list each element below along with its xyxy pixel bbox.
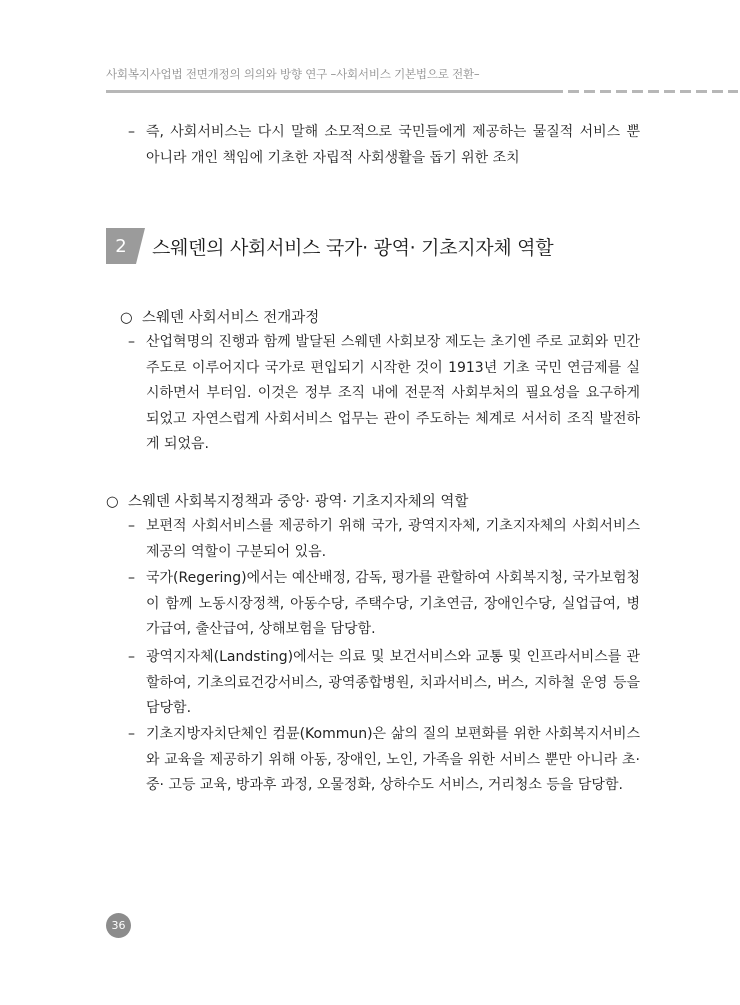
section-heading bbox=[106, 228, 626, 264]
list-item bbox=[128, 645, 640, 722]
header-dashed-rule bbox=[552, 90, 738, 93]
dash-marker: – bbox=[128, 518, 135, 534]
list-item bbox=[128, 330, 640, 458]
dash-marker: – bbox=[128, 334, 135, 350]
running-header: 사회복지사업법 전면개정의 의의와 방향 연구 –사회서비스 기본법으로 전환– bbox=[106, 67, 480, 81]
intro-text: 즉, 사회서비스는 다시 말해 소모적으로 국민들에게 제공하는 물질적 서비스 뿐 아니라 개인 책임에 기초한 자립적 사회생활을 돕기 위한 조치 bbox=[146, 124, 640, 166]
subsection-title: 스웨덴 사회서비스 전개과정 bbox=[142, 310, 320, 326]
subsection-heading bbox=[120, 306, 319, 327]
list-item bbox=[128, 722, 640, 799]
header-rule bbox=[106, 90, 552, 93]
list-item bbox=[128, 566, 640, 643]
dash-marker: – bbox=[128, 726, 135, 742]
list-item-text: 산업혁명의 진행과 함께 발달된 스웨덴 사회보장 제도는 초기엔 주로 교회와 민간 주도로 이루어지다 국가로 편입되기 시작한 것이 1913년 기초 국민 연금제를 실시하면서 부터임. 이것은 정부 조직 내에 전문적 사회부처의 필요성을 요구하게 되었고 자연스럽게 사회서비스 업무는 관이 주도하는 체계로 서서히 조직 발전하게 되었음. bbox=[146, 334, 640, 452]
list-item-text: 광역지자체(Landsting)에서는 의료 및 보건서비스와 교통 및 인프라서비스를 관할하여, 기초의료건강서비스, 광역종합병원, 치과서비스, 버스, 지하철 운영 등을 담당함. bbox=[146, 649, 640, 716]
intro-paragraph bbox=[128, 120, 640, 171]
circle-bullet-icon: ○ bbox=[120, 310, 133, 326]
circle-bullet-icon: ○ bbox=[106, 494, 119, 510]
list-item-text: 국가(Regering)에서는 예산배정, 감독, 평가를 관할하여 사회복지청, 국가보험청이 함께 노동시장정책, 아동수당, 주택수당, 기초연금, 장애인수당, 실업급여, 병가급여, 출산급여, 상해보험을 담당함. bbox=[146, 570, 640, 637]
subsection-title: 스웨덴 사회복지정책과 중앙· 광역· 기초지자체의 역할 bbox=[128, 494, 469, 510]
section-title: 스웨덴의 사회서비스 국가· 광역· 기초지자체 역할 bbox=[152, 237, 554, 259]
dash-marker: – bbox=[128, 570, 135, 586]
subsection-heading bbox=[106, 490, 468, 511]
section-number-wedge bbox=[136, 228, 145, 264]
list-item-text: 보편적 사회서비스를 제공하기 위해 국가, 광역지자체, 기초지자체의 사회서비스 제공의 역할이 구분되어 있음. bbox=[146, 518, 640, 560]
list-item-text: 기초지방자치단체인 컴뮨(Kommun)은 삶의 질의 보편화를 위한 사회복지서비스와 교육을 제공하기 위해 아동, 장애인, 노인, 가족을 위한 서비스 뿐만 아니라 초· 중· 고등 교육, 방과후 과정, 오물정화, 상하수도 서비스, 거리청소 등을 담당함. bbox=[146, 726, 640, 793]
section-number: 2 bbox=[106, 228, 136, 264]
dash-marker: – bbox=[128, 124, 135, 140]
list-item bbox=[128, 514, 640, 565]
page-number: 36 bbox=[106, 913, 131, 938]
dash-marker: – bbox=[128, 649, 135, 665]
